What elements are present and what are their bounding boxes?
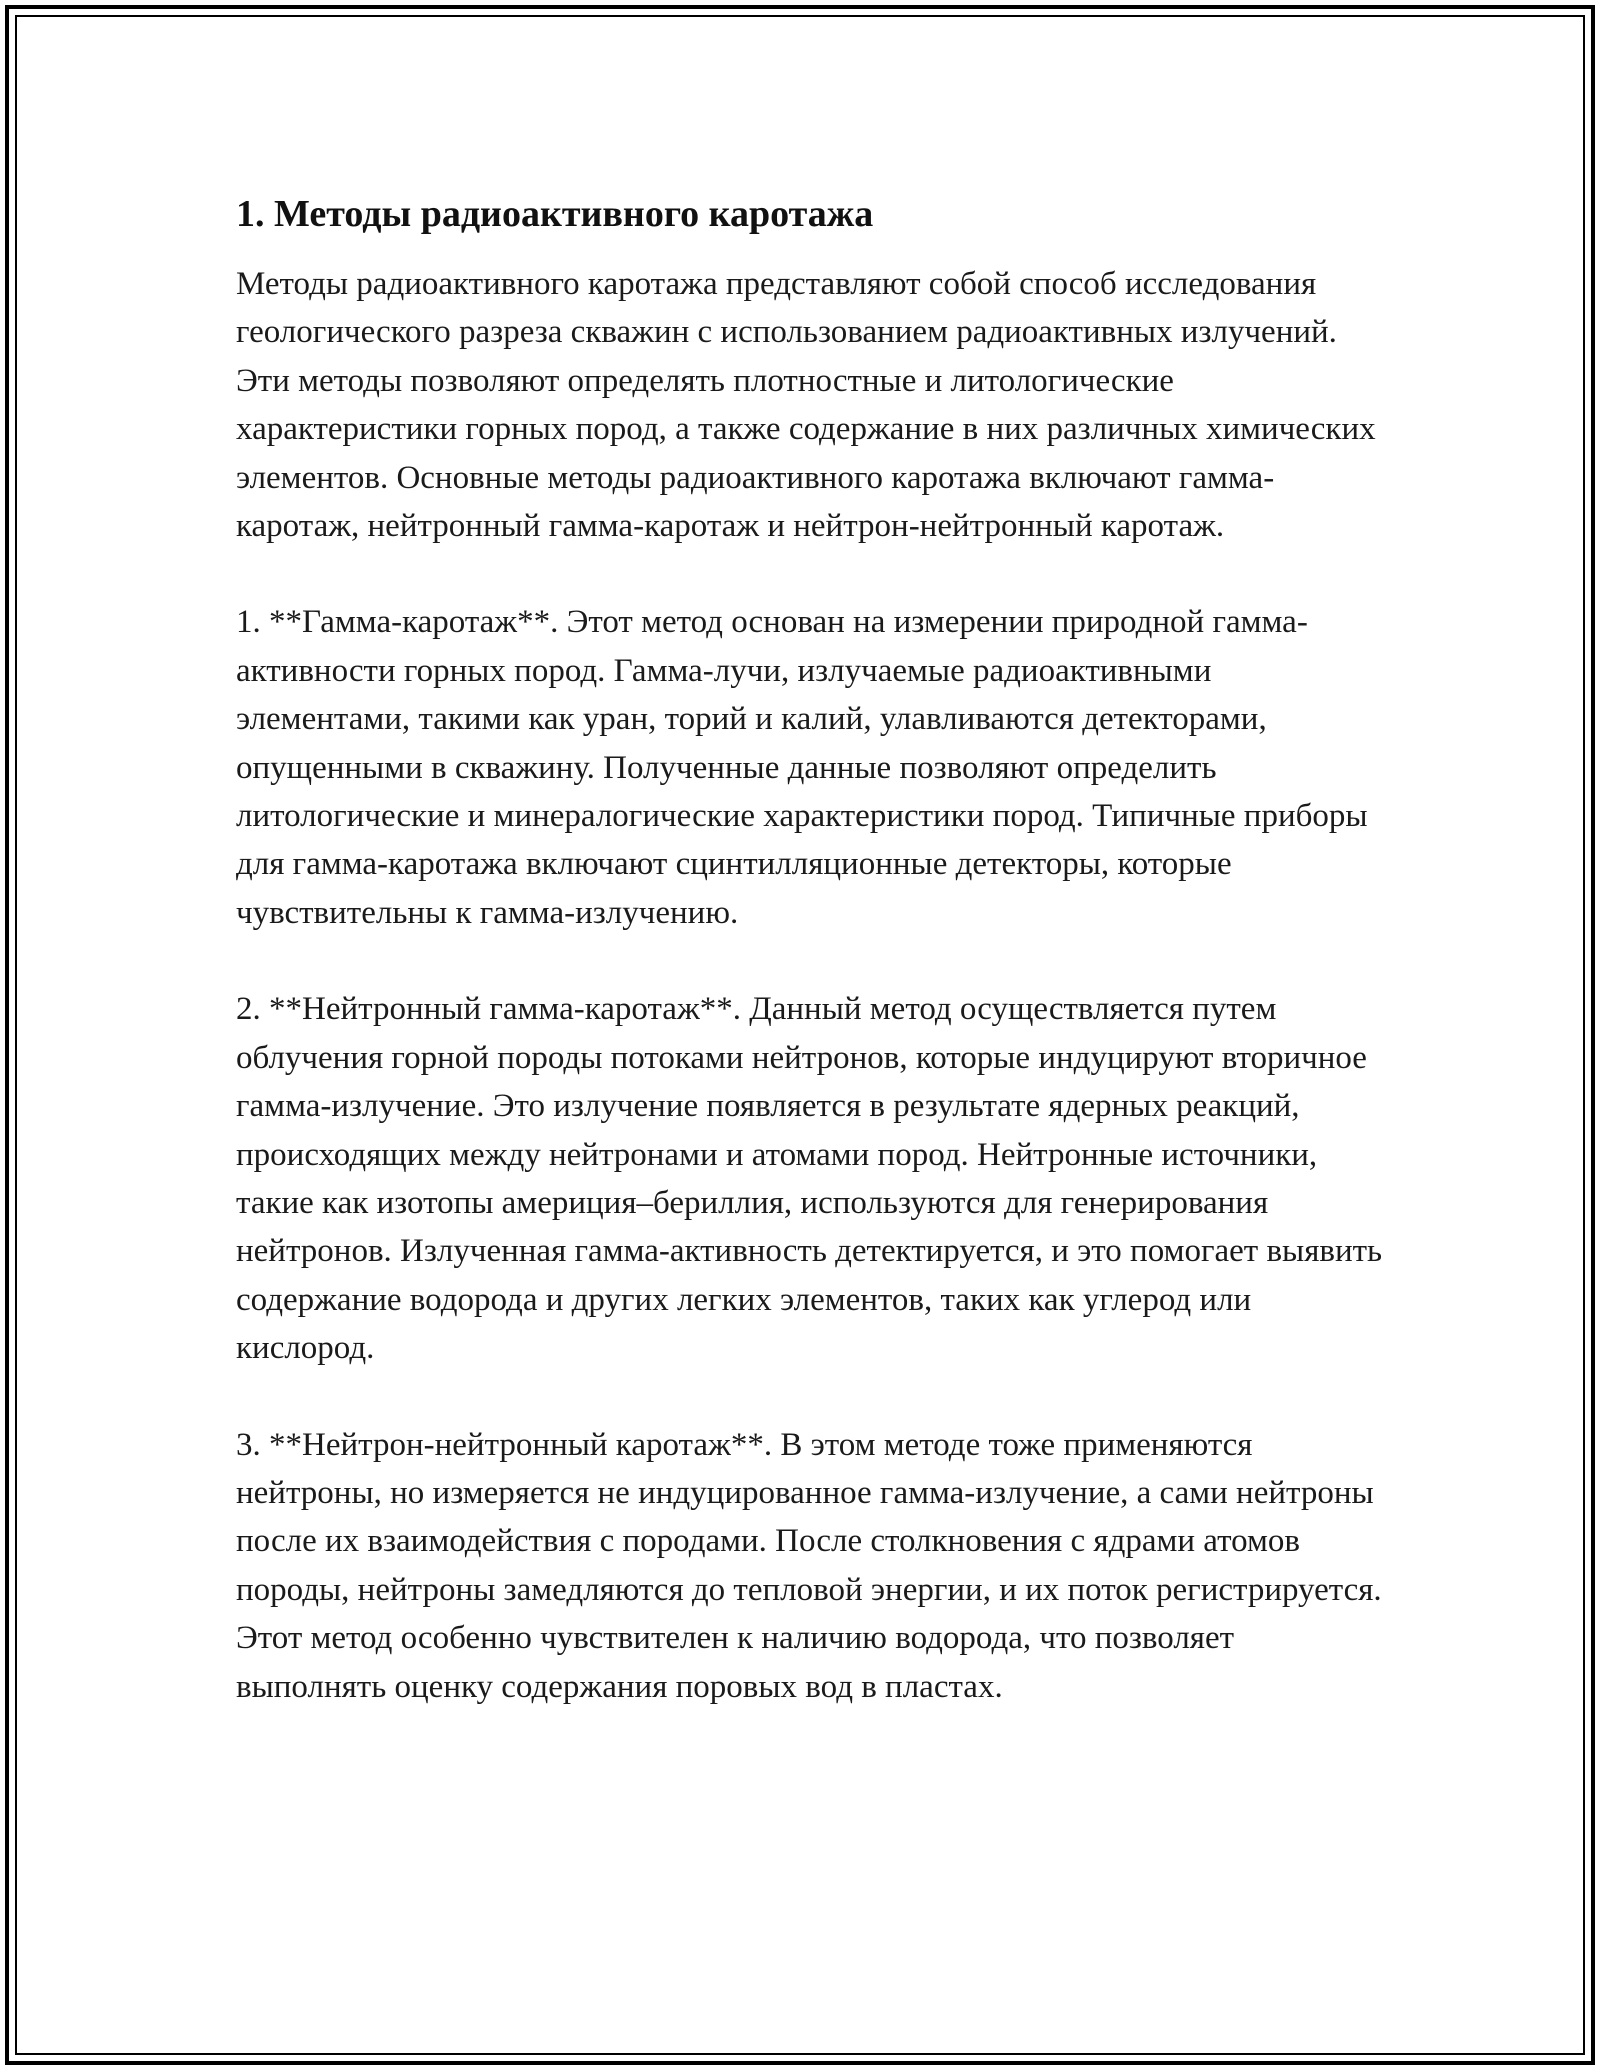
paragraph-neutron-neutron-logging: 3. **Нейтрон-нейтронный каротаж**. В этом методе тоже применяются нейтроны, но измеряется не индуцированное гамма-излучение, а сами нейтроны после их взаимодействия с породами. После столкновения с ядрами атомов породы, нейтроны замедляются до тепловой энергии, и их поток регистрируется. Этот метод особенно чувствителен к наличию водорода, что позволяет выполнять оценку содержания поровых вод в пластах.: [236, 1426, 1382, 1705]
document-body: [236, 188, 1386, 1759]
paragraph-intro: Методы радиоактивного каротажа представляют собой способ исследования геологического разреза скважин с использованием радиоактивных излучений. Эти методы позволяют определять плотностные и литологические характеристики горных пород, а также содержание в них различных химических элементов. Основные методы радиоактивного каротажа включают гамма-каротаж, нейтронный гамма-каротаж и нейтрон-нейтронный каротаж.: [236, 266, 1376, 545]
paragraph-gamma-logging: 1. **Гамма-каротаж**. Этот метод основан на измерении природной гамма-активности горных пород. Гамма-лучи, излучаемые радиоактивными элементами, такими как уран, торий и калий, улавливаются детекторами, опущенными в скважину. Полученные данные позволяют определить литологические и минералогические характеристики пород. Типичные приборы для гамма-каротажа включают сцинтилляционные детекторы, которые чувствительны к гамма-излучению.: [236, 604, 1368, 931]
paragraph-neutron-gamma-logging: 2. **Нейтронный гамма-каротаж**. Данный метод осуществляется путем облучения горной породы потоками нейтронов, которые индуцируют вторичное гамма-излучение. Это излучение появляется в результате ядерных реакций, происходящих между нейтронами и атомами пород. Нейтронные источники, такие как изотопы америция–бериллия, используются для генерирования нейтронов. Излученная гамма-активность детектируется, и это помогает выявить содержание водорода и других легких элементов, таких как углерод или кислород.: [236, 991, 1383, 1367]
section-heading: 1. Методы радиоактивного каротажа: [236, 193, 874, 235]
